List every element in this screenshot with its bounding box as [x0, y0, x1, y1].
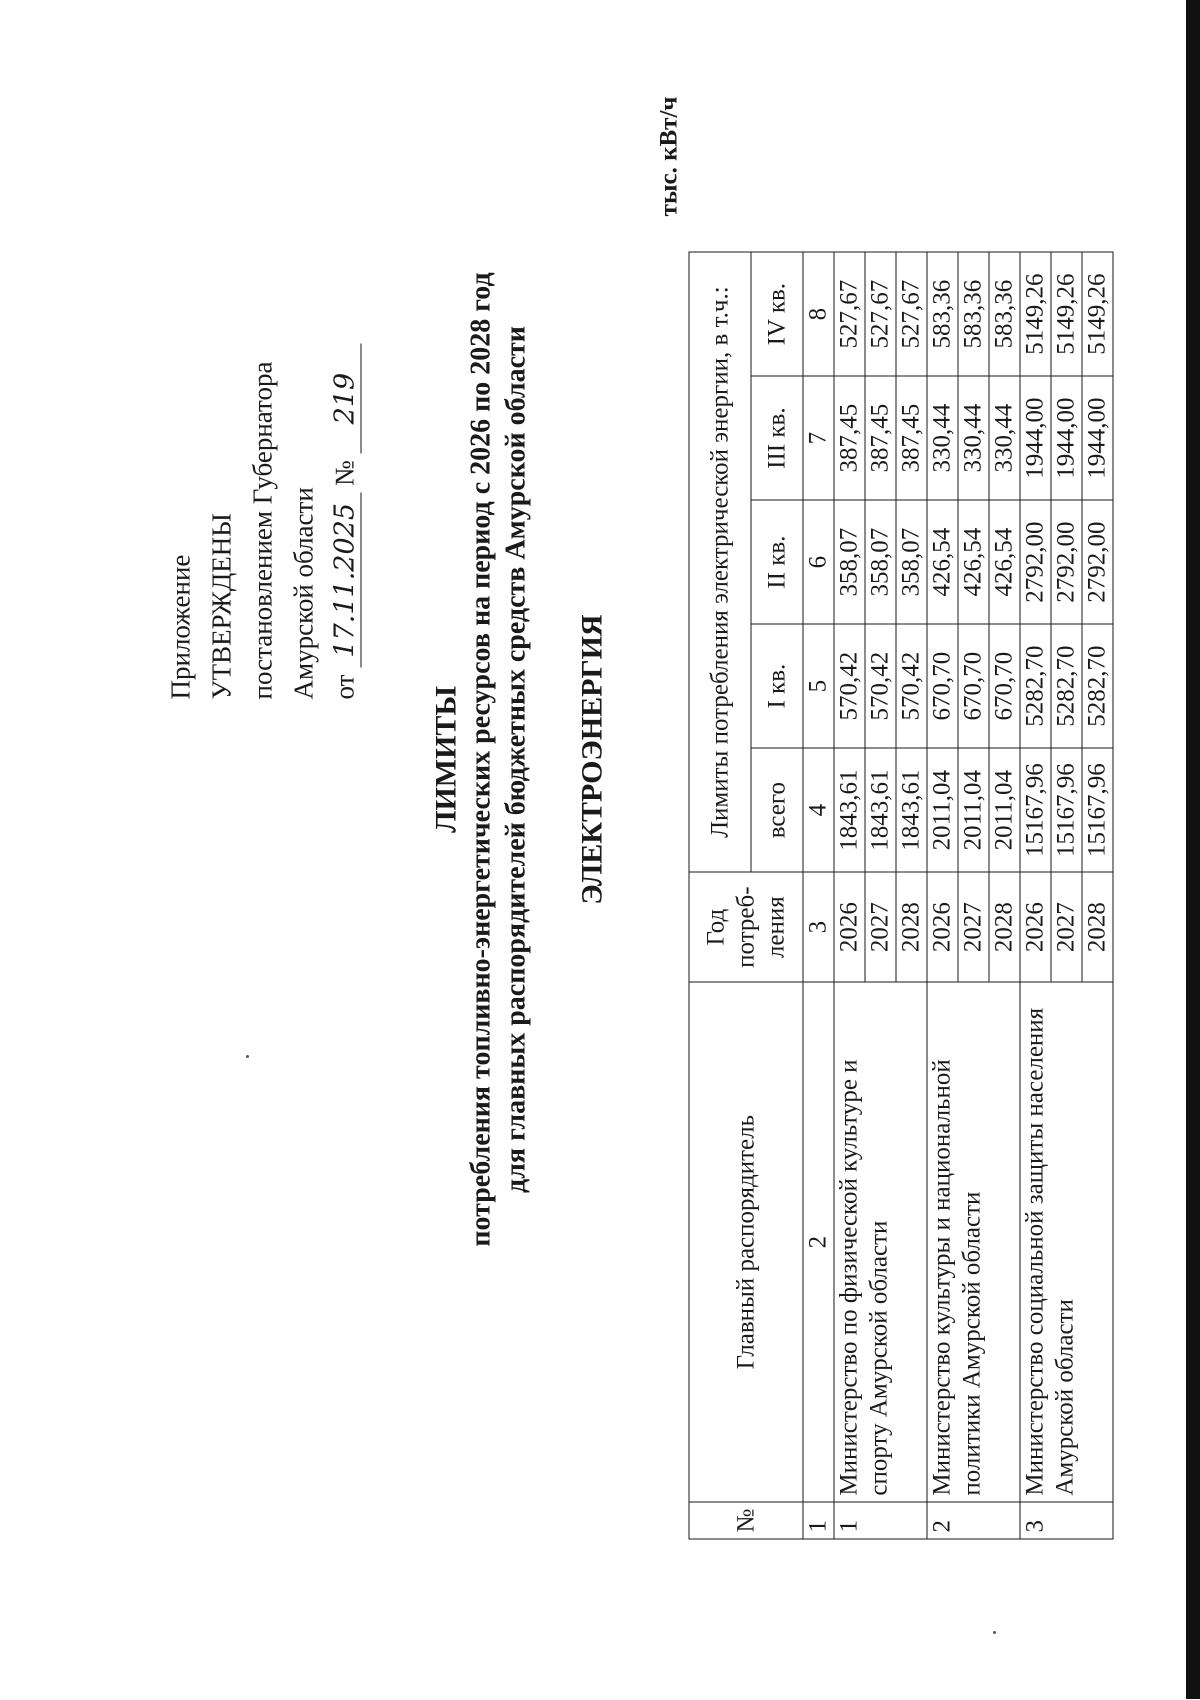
- year-cell: 2026: [1020, 872, 1051, 982]
- year-cell: 2028: [1082, 872, 1113, 982]
- total-cell: 1843,61: [896, 748, 927, 872]
- distributor-name: Министерство по физической культуре и спорту Амурской области: [834, 982, 927, 1502]
- total-cell: 15167,96: [1082, 748, 1113, 872]
- q1-cell: 670,70: [989, 624, 1020, 748]
- group-number: 3: [1020, 1502, 1113, 1539]
- col-number: 6: [803, 500, 834, 624]
- year-cell: 2026: [834, 872, 865, 982]
- date-prefix: от: [329, 674, 359, 700]
- q3-cell: 1944,00: [1082, 376, 1113, 500]
- q1-cell: 670,70: [927, 624, 958, 748]
- col-number: 4: [803, 748, 834, 872]
- q3-cell: 330,44: [958, 376, 989, 500]
- unit-label: тыс. кВт/ч: [655, 96, 682, 217]
- q4-cell: 583,36: [958, 252, 989, 376]
- table-row: [1020, 252, 1051, 1539]
- q4-cell: 5149,26: [1082, 252, 1113, 376]
- approved-label: УТВЕРЖДЕНЫ: [206, 513, 236, 700]
- q1-cell: 570,42: [865, 624, 896, 748]
- total-cell: 2011,04: [927, 748, 958, 872]
- q2-cell: 358,07: [865, 500, 896, 624]
- q3-cell: 387,45: [896, 376, 927, 500]
- limits-table: [688, 252, 1113, 1540]
- q2-cell: 358,07: [896, 500, 927, 624]
- q1-cell: 5282,70: [1082, 624, 1113, 748]
- header-num: №: [689, 1502, 803, 1539]
- group-number: 2: [927, 1502, 1020, 1539]
- handwritten-date: 17.11.2025: [330, 493, 361, 668]
- total-cell: 1843,61: [865, 748, 896, 872]
- year-cell: 2028: [896, 872, 927, 982]
- q3-cell: 330,44: [927, 376, 958, 500]
- q3-cell: 387,45: [865, 376, 896, 500]
- q2-cell: 426,54: [927, 500, 958, 624]
- year-cell: 2027: [1051, 872, 1082, 982]
- table-row: [834, 252, 865, 1539]
- col-number: 8: [803, 252, 834, 376]
- q2-cell: 426,54: [989, 500, 1020, 624]
- q2-cell: 2792,00: [1051, 500, 1082, 624]
- header-total: всего: [751, 748, 803, 872]
- col-number: 2: [803, 982, 834, 1502]
- appendix-label: Приложение: [165, 554, 195, 700]
- col-number: 7: [803, 376, 834, 500]
- q4-cell: 583,36: [927, 252, 958, 376]
- q3-cell: 330,44: [989, 376, 1020, 500]
- total-cell: 2011,04: [989, 748, 1020, 872]
- col-number: 3: [803, 872, 834, 982]
- year-cell: 2028: [989, 872, 1020, 982]
- q1-cell: 5282,70: [1020, 624, 1051, 748]
- header-q1: I кв.: [751, 624, 803, 748]
- total-cell: 2011,04: [958, 748, 989, 872]
- q3-cell: 1944,00: [1020, 376, 1051, 500]
- year-cell: 2027: [865, 872, 896, 982]
- distributor-name: Министерство культуры и национальной политики Амурской области: [927, 982, 1020, 1502]
- total-cell: 15167,96: [1020, 748, 1051, 872]
- year-cell: 2027: [958, 872, 989, 982]
- distributor-name: Министерство социальной защиты населения Амурской области: [1020, 982, 1113, 1502]
- document-title: [428, 160, 533, 1360]
- header-q2: II кв.: [751, 500, 803, 624]
- header-q4: IV кв.: [751, 252, 803, 376]
- table-row: [927, 252, 958, 1539]
- year-cell: 2026: [927, 872, 958, 982]
- header-q3: III кв.: [751, 376, 803, 500]
- group-number: 1: [834, 1502, 927, 1539]
- date-number-line: [324, 280, 365, 700]
- title-limits: ЛИМИТЫ: [429, 686, 462, 833]
- q3-cell: 1944,00: [1051, 376, 1082, 500]
- q1-cell: 670,70: [958, 624, 989, 748]
- section-title: ЭЛЕКТРОЭНЕРГИЯ: [575, 614, 608, 905]
- header-distributor: Главный распорядитель: [689, 982, 803, 1502]
- total-cell: 1843,61: [834, 748, 865, 872]
- title-subtitle-2: для главных распорядителей бюджетных средств Амурской области: [500, 326, 531, 1193]
- document-page: [0, 1, 1200, 1700]
- col-number: 5: [803, 624, 834, 748]
- handwritten-number: 219: [330, 344, 361, 454]
- header-year: Год потреб-ления: [689, 872, 803, 982]
- q4-cell: 583,36: [989, 252, 1020, 376]
- q4-cell: 527,67: [865, 252, 896, 376]
- region-label: Амурской области: [288, 487, 318, 700]
- decree-label: постановлением Губернатора: [247, 361, 277, 700]
- q3-cell: 387,45: [834, 376, 865, 500]
- q2-cell: 358,07: [834, 500, 865, 624]
- q1-cell: 570,42: [834, 624, 865, 748]
- total-cell: 15167,96: [1051, 748, 1082, 872]
- q4-cell: 5149,26: [1051, 252, 1082, 376]
- approval-stamp-block: [160, 280, 365, 700]
- q4-cell: 527,67: [834, 252, 865, 376]
- q2-cell: 2792,00: [1082, 500, 1113, 624]
- column-number-row: [803, 252, 834, 1539]
- title-subtitle-1: потребления топливно-энергетических ресурсов на период с 2026 по 2028 год: [465, 272, 496, 1247]
- number-prefix: №: [329, 460, 359, 487]
- q2-cell: 426,54: [958, 500, 989, 624]
- col-number: 1: [803, 1502, 834, 1539]
- header-limits-group: Лимиты потребления электрической энергии, в т.ч.:: [689, 252, 751, 872]
- q1-cell: 5282,70: [1051, 624, 1082, 748]
- q2-cell: 2792,00: [1020, 500, 1051, 624]
- q1-cell: 570,42: [896, 624, 927, 748]
- q4-cell: 527,67: [896, 252, 927, 376]
- q4-cell: 5149,26: [1020, 252, 1051, 376]
